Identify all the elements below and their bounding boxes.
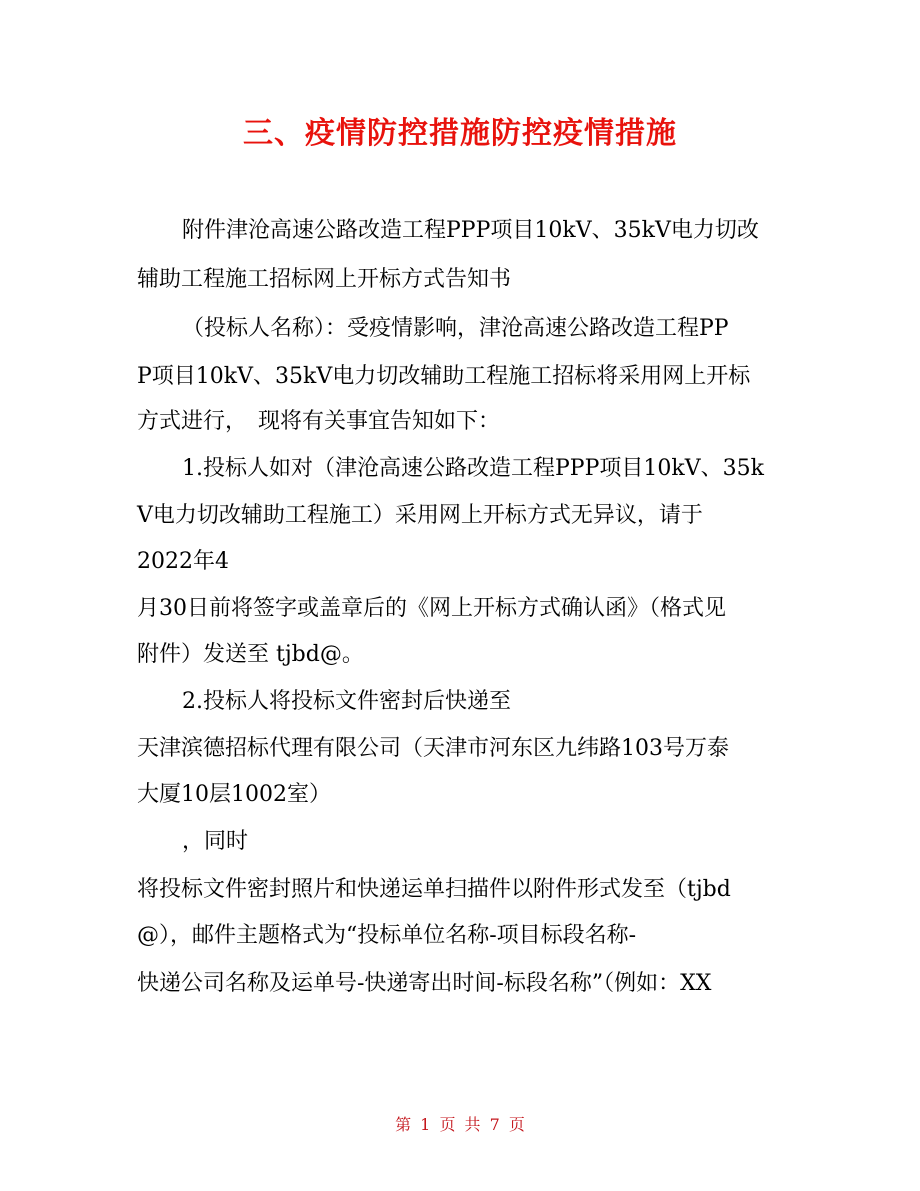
- paragraph-line: 月30日前将签字或盖章后的《网上开标方式确认函》（格式见: [137, 596, 726, 621]
- paragraph-line: 快递公司名称及运单号-快递寄出时间-标段名称”（例如：XX: [137, 971, 712, 996]
- paragraph-line: 附件）发送至 tjbd@。: [137, 642, 364, 667]
- paragraph-line: P项目10kV、35kV电力切改辅助工程施工招标将采用网上开标: [137, 364, 751, 389]
- paragraph-line: 天津滨德招标代理有限公司（天津市河东区九纬路103号万泰: [137, 736, 729, 761]
- paragraph-line: 2.投标人将投标文件密封后快递至: [182, 689, 511, 714]
- paragraph-line: （投标人名称）：受疫情影响，津沧高速公路改造工程PP: [182, 316, 729, 341]
- paragraph-line: ，同时: [182, 829, 249, 854]
- paragraph-line: 2022年4: [137, 549, 229, 574]
- page-indicator: 第 1 页 共 7 页: [395, 1115, 525, 1134]
- paragraph-line: 辅助工程施工招标网上开标方式告知书: [137, 267, 512, 292]
- paragraph-line: 附件津沧高速公路改造工程PPP项目10kV、35kV电力切改: [182, 218, 759, 243]
- paragraph-line: @），邮件主题格式为“投标单位名称-项目标段名称-: [137, 923, 637, 948]
- paragraph-line: 方式进行， 现将有关事宜告知如下：: [137, 409, 501, 434]
- paragraph-line: 将投标文件密封照片和快递运单扫描件以附件形式发至（tjbd: [137, 877, 731, 902]
- paragraph-line: 1.投标人如对（津沧高速公路改造工程PPP项目10kV、35k: [182, 456, 764, 481]
- paragraph-line: 大厦10层1002室）: [137, 782, 331, 807]
- paragraph-line: V电力切改辅助工程施工）采用网上开标方式无异议，请于: [137, 503, 703, 528]
- page-title: 三、疫情防控措施防控疫情措施: [243, 116, 677, 151]
